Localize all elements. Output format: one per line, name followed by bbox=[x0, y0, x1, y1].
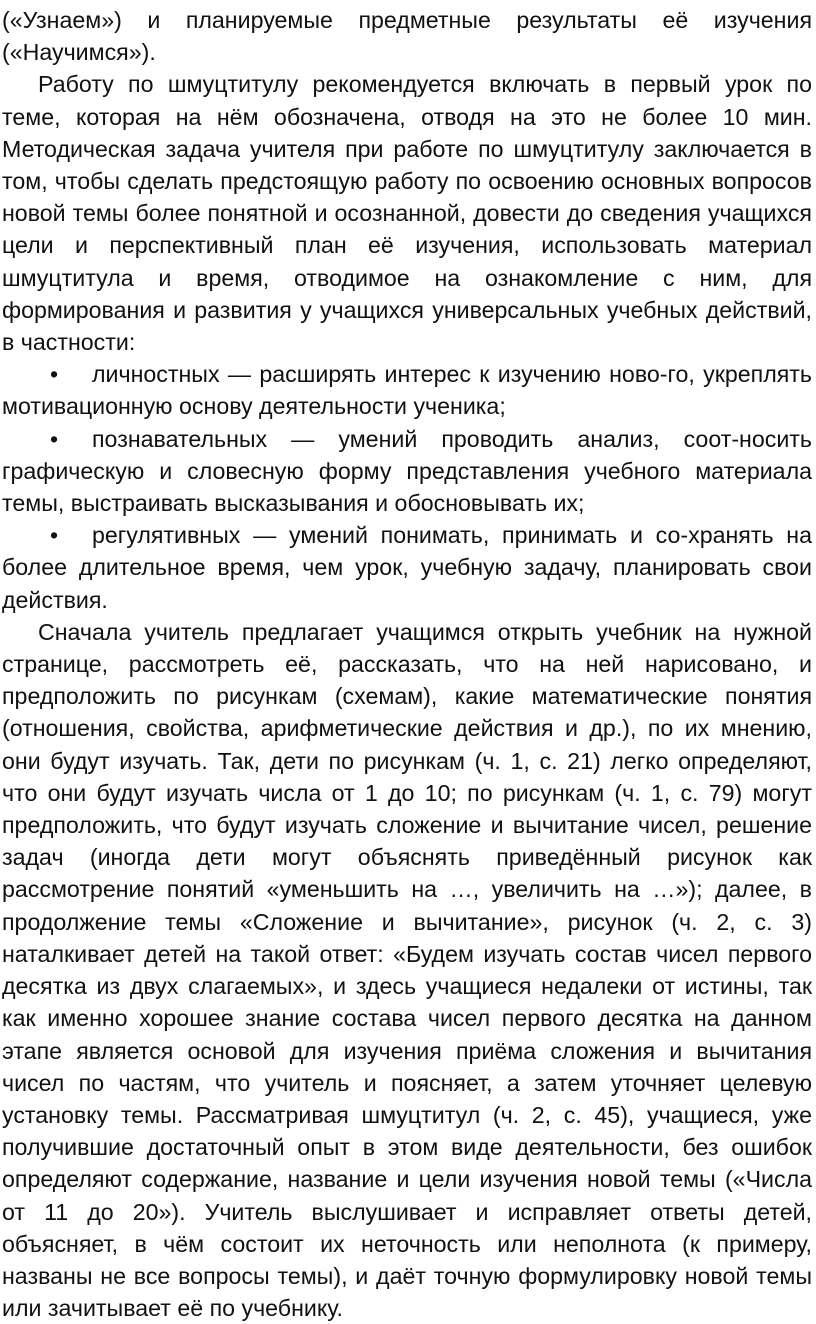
paragraph-teacher-procedure: Сначала учитель предлагает учащимся открыть учебник на нужной странице, рассмотреть её, рассказать, что на ней нарисовано, и предположить по рисункам (схемам), какие математические понятия (отношения, свойства, арифметические действия и др.), по их мнению, они будут изучать. Так, дети по рисункам (ч. 1, с. 21) легко определяют, что они будут изучать числа от 1 до 10; по рисункам (ч. 1, с. 79) могут предположить, что будут изучать сложение и вычитание чисел, решение задач (иногда дети могут объяснять приведённый рисунок как рассмотрение понятий «уменьшить на …, увеличить на …»); далее, в продолжение темы «Сложение и вычитание», рисунок (ч. 2, с. 3) наталкивает детей на такой ответ: «Будем изучать состав чисел первого десятка из двух слагаемых», и здесь учащиеся недалеки от истины, так как именно хорошее знание состава чисел первого десятка на данном этапе является основой для изучения приёма сложения и вычитания чисел по частям, что учитель и поясняет, а затем уточняет целевую установку темы. Рассматривая шмуцтитул (ч. 2, с. 45), учащиеся, уже получившие достаточный опыт в этом виде деятельности, без ошибок определяют содержание, название и цели изучения новой темы («Числа от 11 до 20»). Учитель выслушивает и исправляет ответы детей, объясняет, в чём состоит их неточность или неполнота (к примеру, названы не все вопросы темы), и даёт точную формулировку новой темы или зачитывает её по учебнику. bbox=[2, 618, 812, 1322]
bullet-marker: • bbox=[50, 522, 59, 549]
paragraph-shmutstitul-method: Работу по шмуцтитулу рекомендуется включать в первый урок по теме, которая на нём обозначена, отводя на это не более 10 мин. Методическая задача учителя при работе по шмуцтитулу заключается в том, чтобы сделать предстоящую работу по освоению основных вопросов новой темы более понятной и осознанной, довести до сведения учащихся цели и перспективный план её изучения, использовать материал шмуцтитула и время, отводимое на ознакомление с ним, для формирования и развития у учащихся универсальных учебных действий, в частности: bbox=[2, 71, 812, 356]
bullet-item-regulatory bbox=[2, 519, 812, 616]
bullet-text: познавательных — умений проводить анализ, соот-носить графическую и словесную форму представления учебного материала темы, выстраивать высказывания и обосновывать их; bbox=[2, 425, 812, 517]
paragraph-continuation: («Узнаем») и планируемые предметные результаты её изучения («Научимся»). bbox=[2, 7, 812, 66]
bullet-marker: • bbox=[50, 361, 59, 388]
bullet-item-cognitive bbox=[2, 423, 812, 520]
bullet-marker: • bbox=[50, 425, 59, 452]
bullet-item-personal bbox=[2, 358, 812, 422]
bullet-text: регулятивных — умений понимать, принимать и со-хранять на более длительное время, чем урок, учебную задачу, планировать свои действия. bbox=[2, 522, 812, 613]
bullet-text: личностных — расширять интерес к изучению ново-го, укреплять мотивационную основу деятельности ученика; bbox=[2, 361, 812, 420]
